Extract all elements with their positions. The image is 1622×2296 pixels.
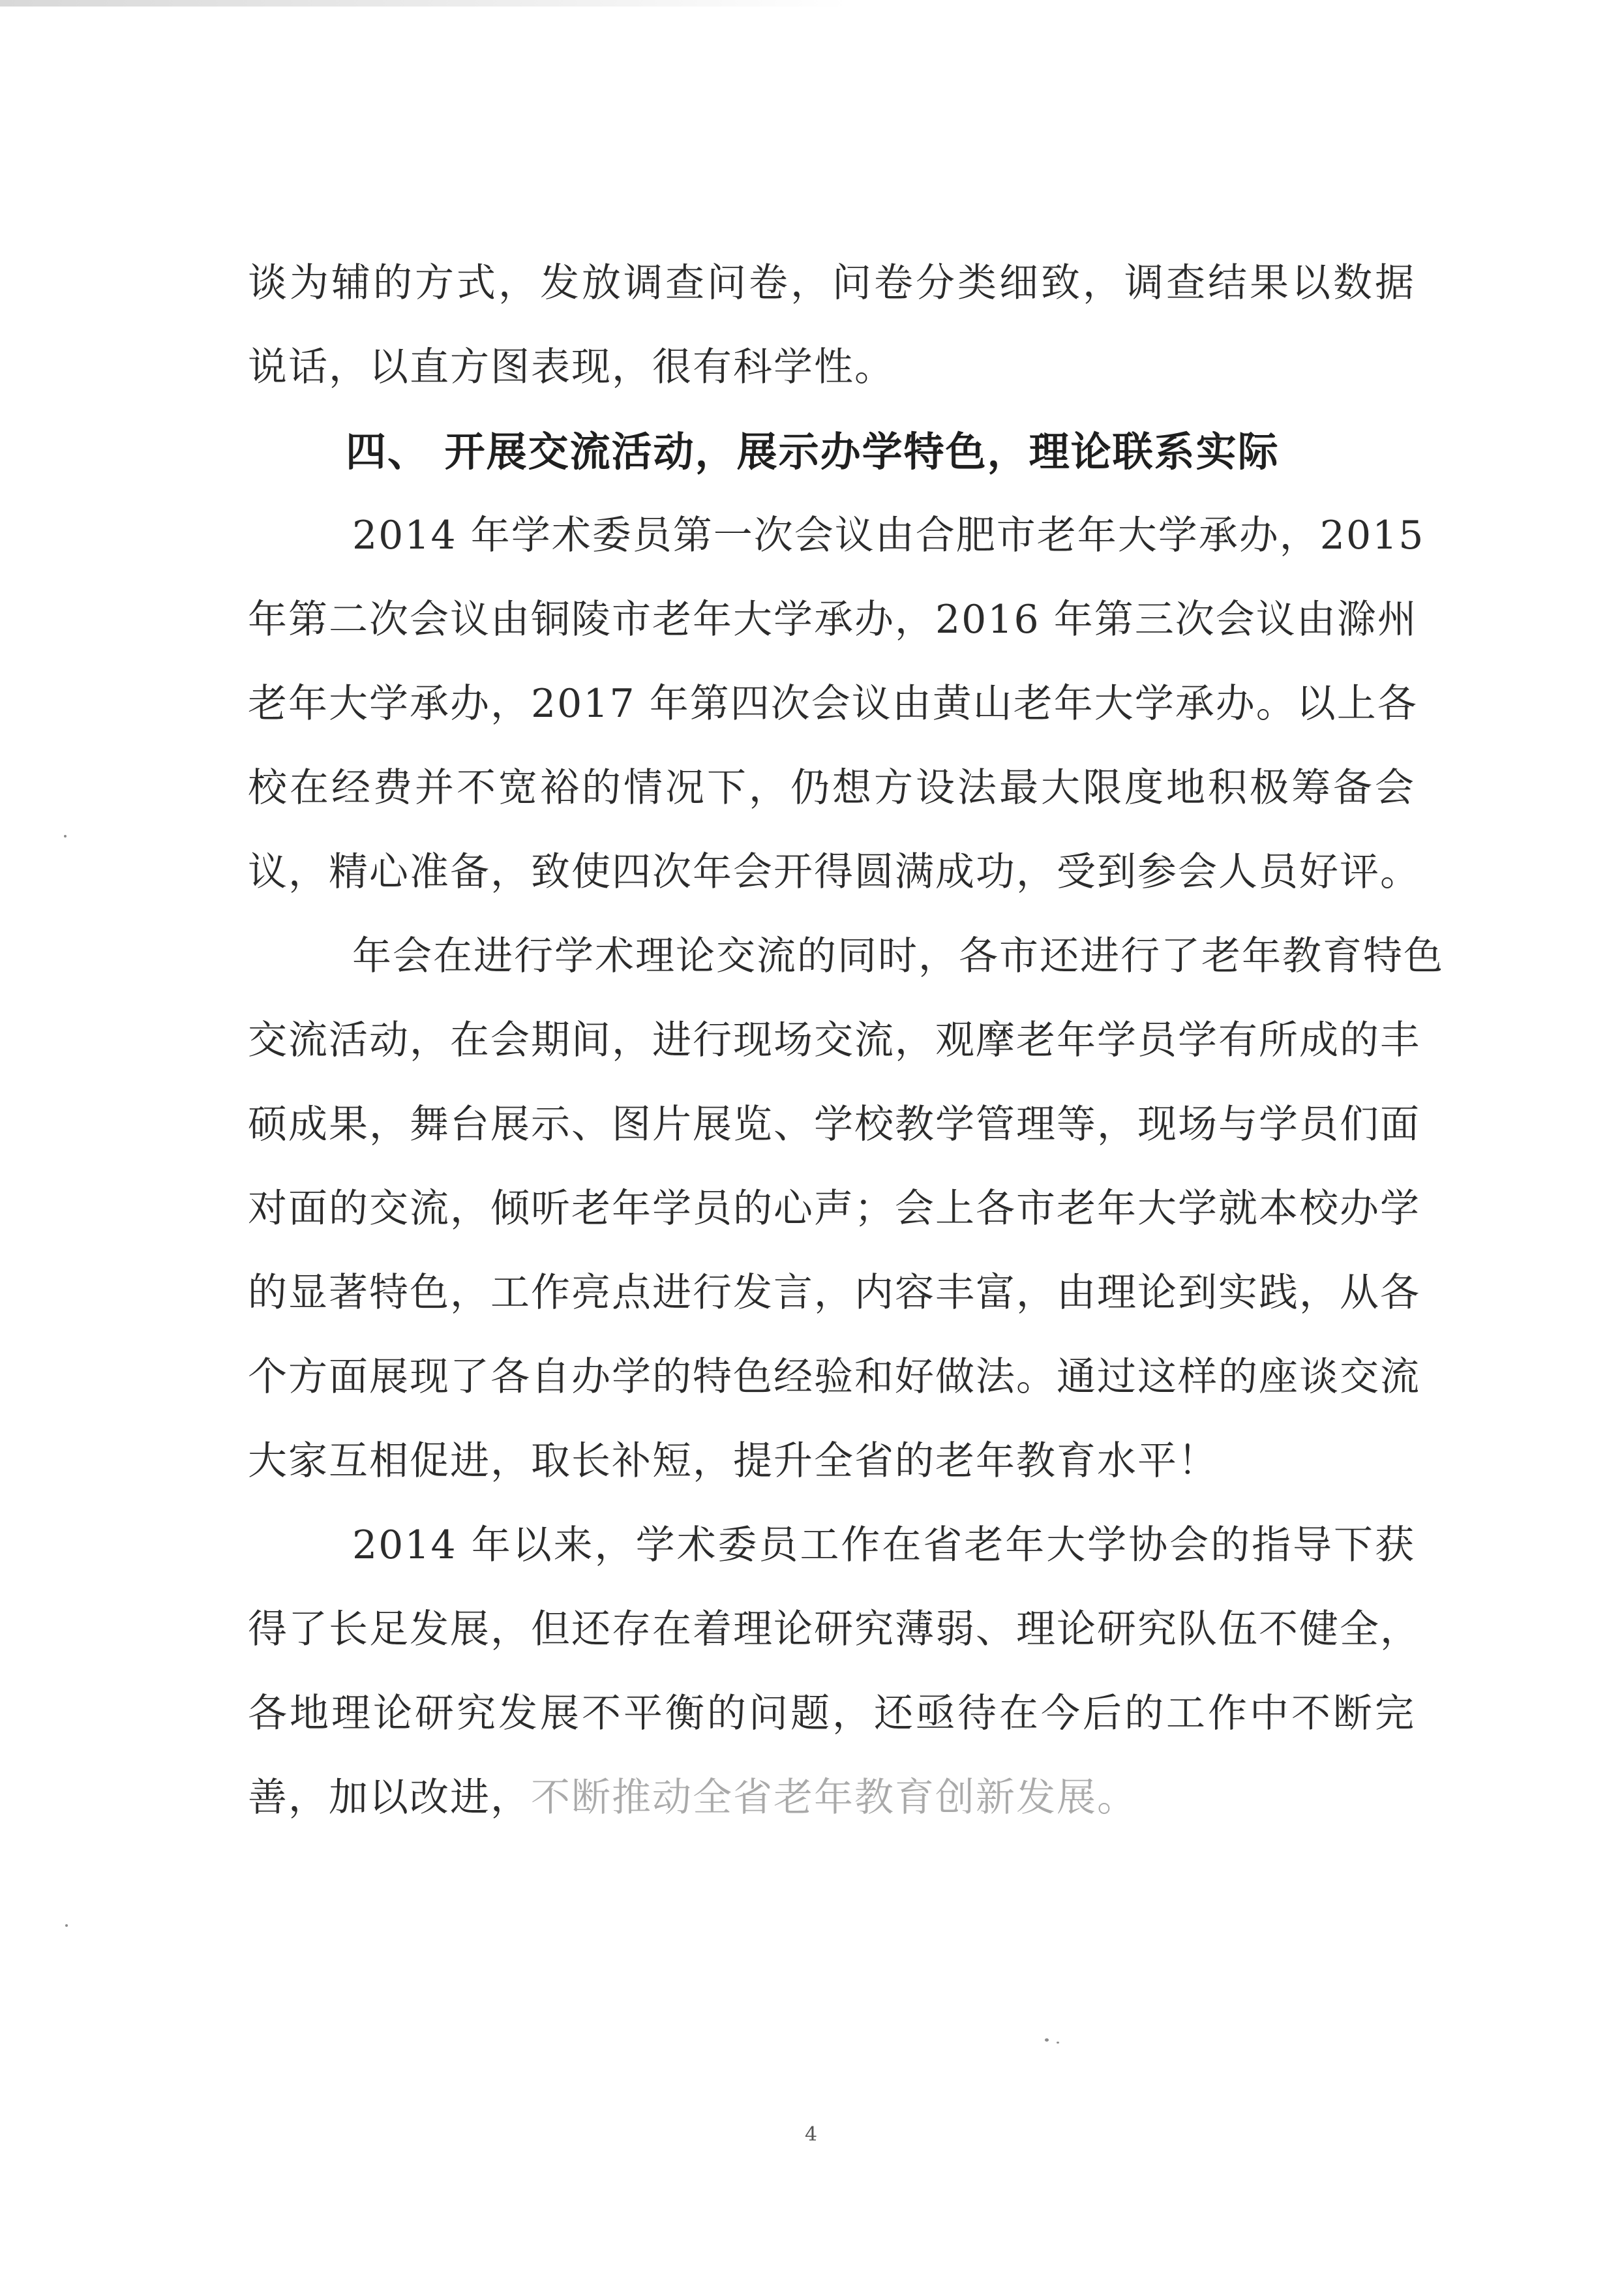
text-line: 年第二次会议由铜陵市老年大学承办，2016 年第三次会议由滁州 — [248, 597, 1418, 642]
text-line: 个方面展现了各自办学的特色经验和好做法。通过这样的座谈交流 — [248, 1354, 1420, 1400]
text-line: 对面的交流，倾听老年学员的心声；会上各市老年大学就本校办学 — [248, 1186, 1420, 1231]
text-fragment: 善，加以改进， — [248, 1775, 531, 1820]
body-text — [248, 241, 1444, 1840]
text-line: 2014 年以来，学术委员工作在省老年大学协会的指导下获 — [352, 1522, 1415, 1568]
text-line: 的显著特色，工作亮点进行发言，内容丰富，由理论到实践，从各 — [248, 1270, 1420, 1316]
text-line: 2014 年学术委员第一次会议由合肥市老年大学承办，2015 — [352, 513, 1425, 558]
text-line: 年会在进行学术理论交流的同时，各市还进行了老年教育特色 — [352, 933, 1444, 979]
text-line — [248, 1756, 1415, 1840]
text-line: 议，精心准备，致使四次年会开得圆满成功，受到参会人员好评。 — [248, 849, 1420, 895]
section-heading: 四、 开展交流活动，展示办学特色，理论联系实际 — [346, 428, 1280, 476]
scan-speck — [1057, 2042, 1059, 2044]
text-line: 硕成果，舞台展示、图片展览、学校教学管理等，现场与学员们面 — [248, 1102, 1420, 1147]
scan-speck — [64, 835, 67, 838]
text-line: 各地理论研究发展不平衡的问题，还亟待在今后的工作中不断完 — [248, 1691, 1415, 1736]
text-line: 谈为辅的方式，发放调查问卷，问卷分类细致，调查结果以数据 — [248, 260, 1415, 306]
page-number: 4 — [804, 2123, 818, 2146]
text-line: 得了长足发展，但还存在着理论研究薄弱、理论研究队伍不健全， — [248, 1607, 1420, 1652]
faded-text-fragment: 不断推动全省老年教育创新发展。 — [531, 1775, 1137, 1820]
text-line: 交流活动，在会期间，进行现场交流，观摩老年学员学有所成的丰 — [248, 1018, 1420, 1063]
text-line: 大家互相促进，取长补短，提升全省的老年教育水平！ — [248, 1438, 1218, 1484]
text-line: 说话，以直方图表现，很有科学性。 — [248, 344, 895, 390]
scan-speck — [1045, 2038, 1049, 2042]
text-line: 校在经费并不宽裕的情况下，仍想方设法最大限度地积极筹备会 — [248, 765, 1415, 811]
scan-edge-shadow — [0, 0, 848, 7]
scan-speck — [65, 1924, 68, 1927]
text-line: 老年大学承办，2017 年第四次会议由黄山老年大学承办。以上各 — [248, 681, 1418, 727]
